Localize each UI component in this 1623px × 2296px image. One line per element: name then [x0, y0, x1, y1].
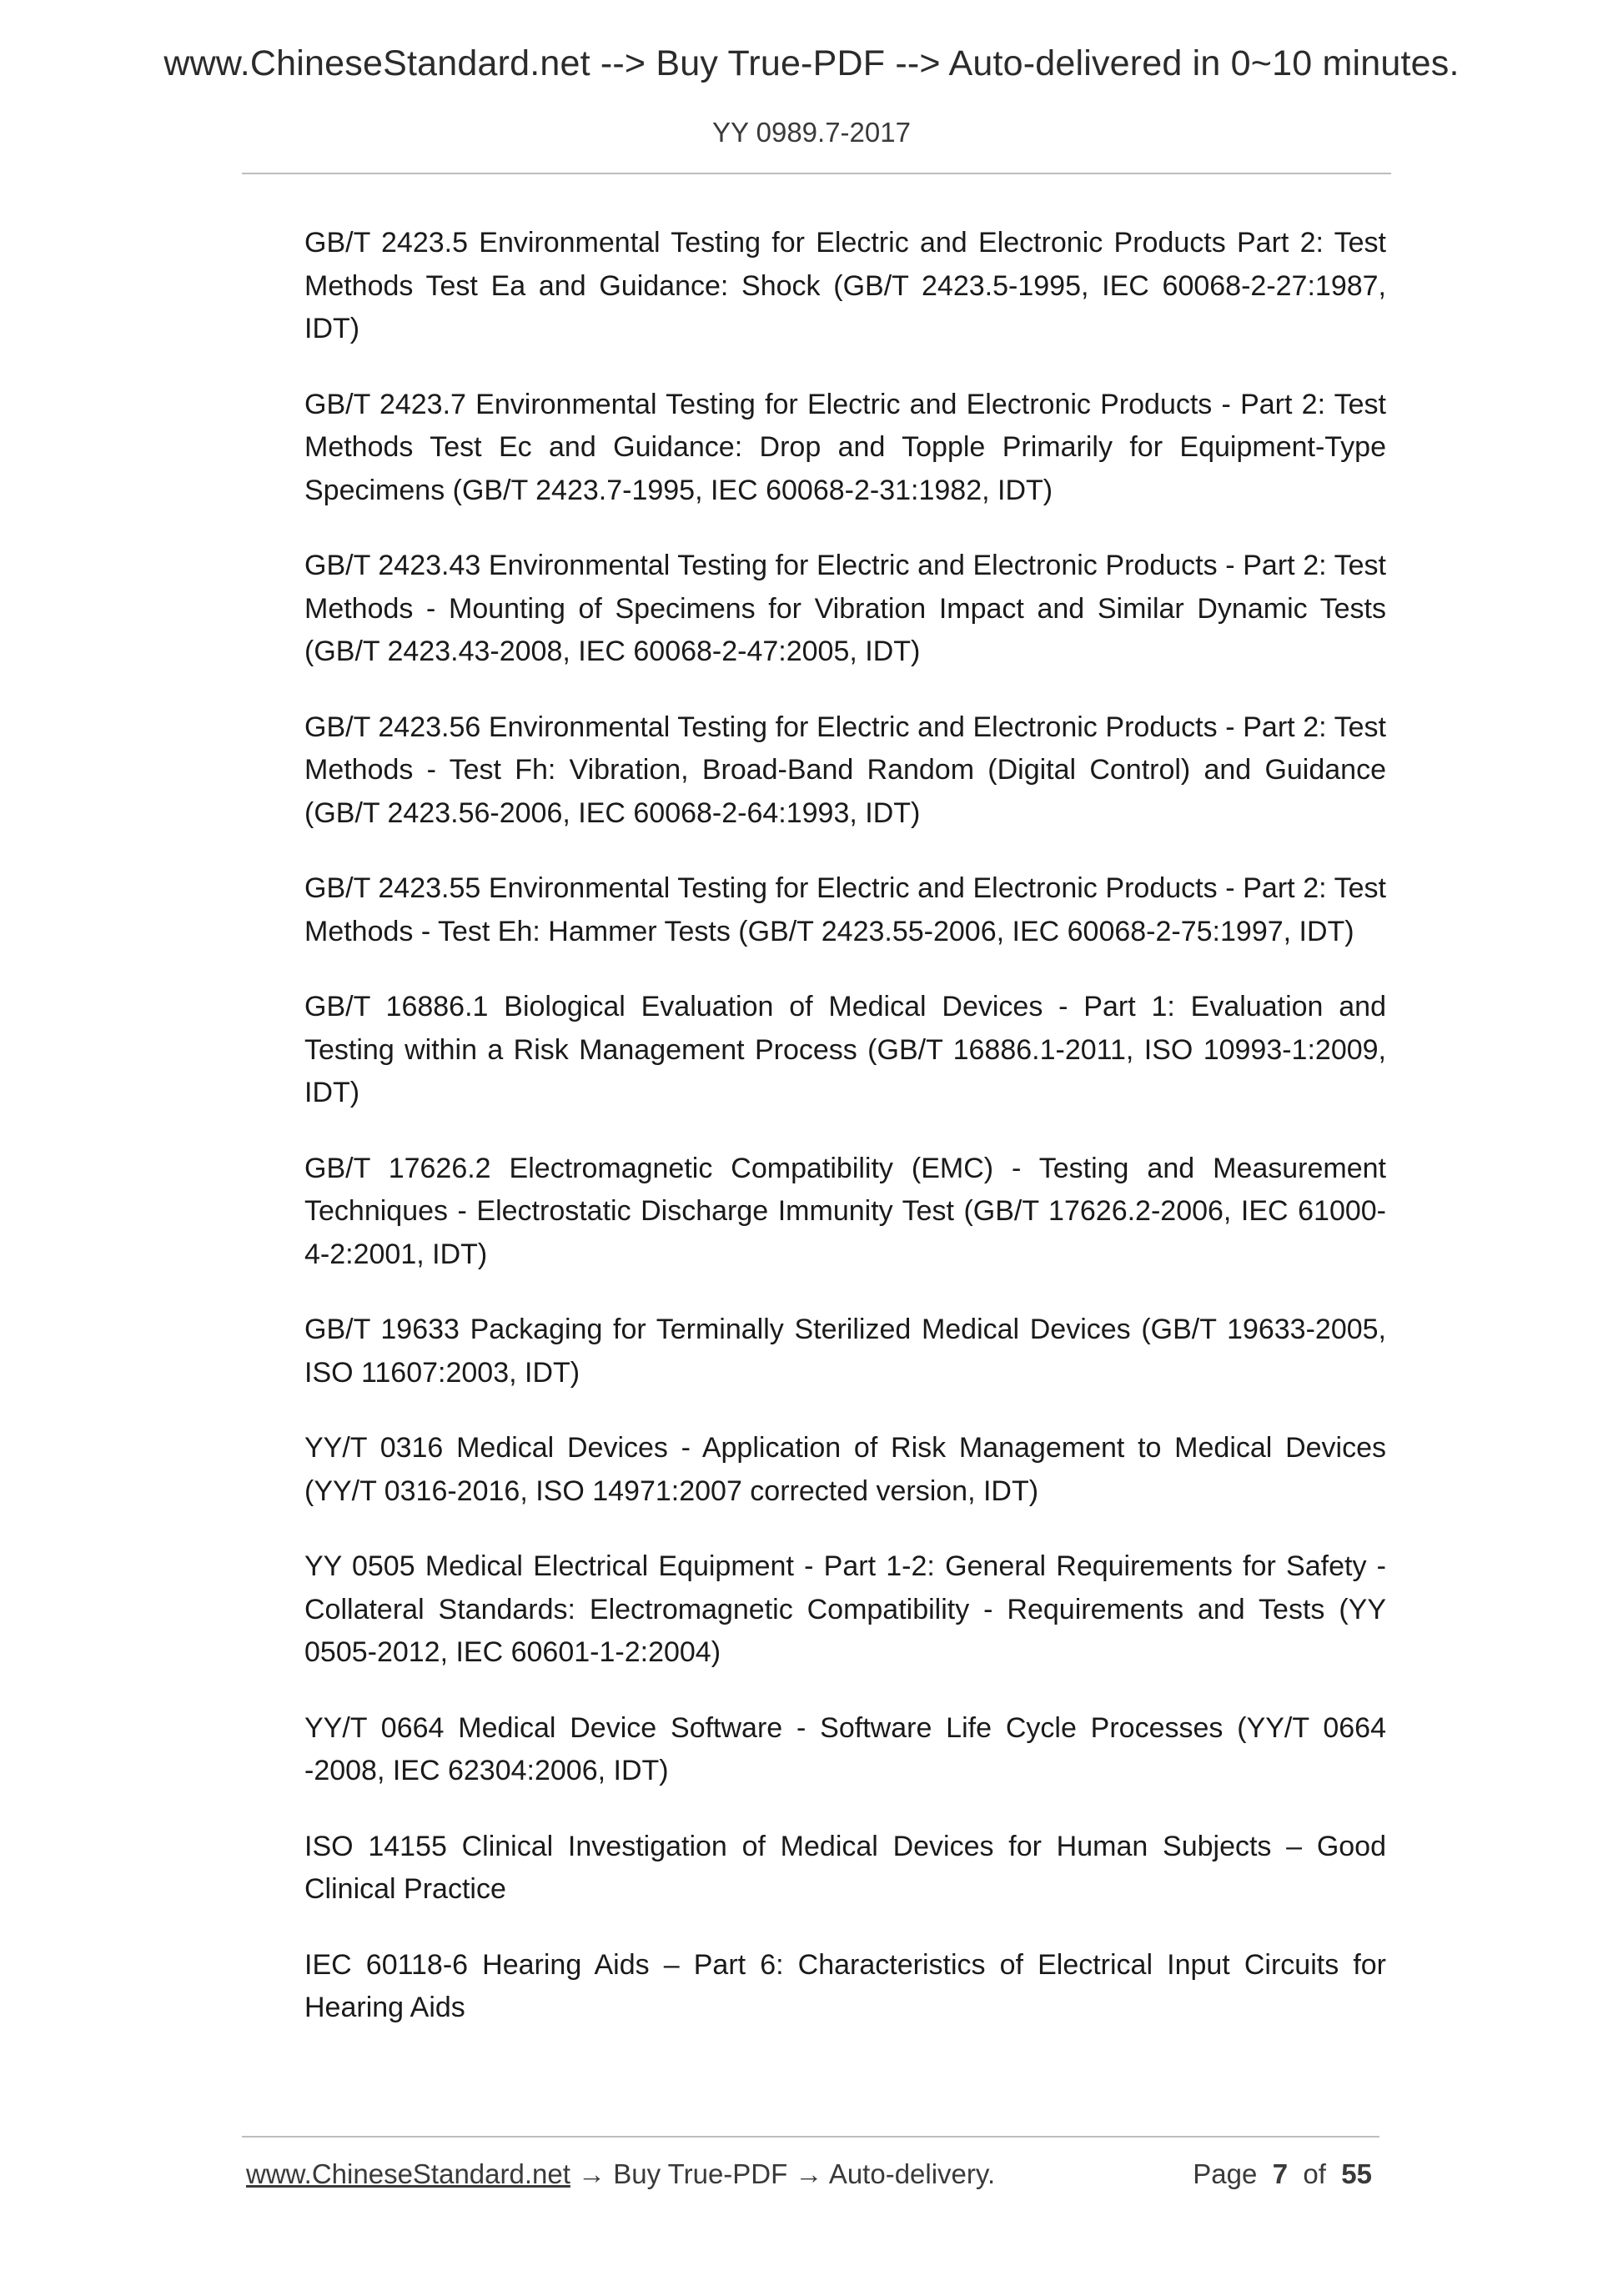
reference-item: YY/T 0316 Medical Devices - Application of Risk Management to Medical Devices (YY/T 0316-2016, ISO 14971:2007 corrected version, IDT) [304, 1432, 1386, 1507]
page-total: 55 [1341, 2158, 1372, 2189]
reference-item: IEC 60118-6 Hearing Aids – Part 6: Characteristics of Electrical Input Circuits for Hearing Aids [304, 1948, 1386, 2023]
reference-item: GB/T 19633 Packaging for Terminally Sterilized Medical Devices (GB/T 19633-2005, ISO 11607:2003, IDT) [304, 1314, 1386, 1389]
reference-item: GB/T 2423.56 Environmental Testing for Electric and Electronic Products - Part 2: Test Methods - Test Fh: Vibration, Broad-Band Random (Digital Control) and Guidance (GB/T 2423.56-2006, IEC 60068-2-64:1993, IDT) [304, 711, 1386, 829]
reference-item: GB/T 2423.43 Environmental Testing for Electric and Electronic Products - Part 2: Test Methods - Mounting of Specimens for Vibration Impact and Similar Dynamic Tests (GB/T 2423.43-2008, IEC 60068-2-47:2005, IDT) [304, 550, 1386, 667]
page-of-label: of [1303, 2158, 1326, 2189]
header-divider [242, 173, 1391, 174]
reference-item: GB/T 17626.2 Electromagnetic Compatibility (EMC) - Testing and Measurement Techniques - Electrostatic Discharge Immunity Test (GB/T 17626.2-2006, IEC 61000-4-2:2001, IDT) [304, 1152, 1386, 1270]
footer-divider [242, 2136, 1379, 2138]
reference-item: GB/T 2423.7 Environmental Testing for Electric and Electronic Products - Part 2: Test Methods Test Ec and Guidance: Drop and Topple Primarily for Equipment-Type Specimens (GB/T 2423.7-1995, IEC 60068-2-31:1982, IDT) [304, 388, 1386, 506]
top-banner: www.ChineseStandard.net --> Buy True-PDF --> Auto-delivered in 0~10 minutes. [163, 43, 1460, 83]
document-code: YY 0989.7-2017 [712, 117, 911, 148]
reference-item: YY 0505 Medical Electrical Equipment - Part 1-2: General Requirements for Safety -Collateral Standards: Electromagnetic Compatibility - Requirements and Tests (YY 0505-2012, IEC 60601-1-2:2004) [304, 1550, 1386, 1668]
reference-item: GB/T 2423.55 Environmental Testing for Electric and Electronic Products - Part 2: Test Methods - Test Eh: Hammer Tests (GB/T 2423.55-2006, IEC 60068-2-75:1997, IDT) [304, 872, 1386, 947]
page-current: 7 [1272, 2158, 1289, 2189]
footer-site-link[interactable]: www.ChineseStandard.net [246, 2158, 570, 2189]
page-label: Page [1193, 2158, 1258, 2189]
reference-item: GB/T 16886.1 Biological Evaluation of Medical Devices - Part 1: Evaluation and Testing within a Risk Management Process (GB/T 16886.1-2011, ISO 10993-1:2009, IDT) [304, 991, 1386, 1108]
reference-item: GB/T 2423.5 Environmental Testing for Electric and Electronic Products Part 2: Test Methods Test Ea and Guidance: Shock (GB/T 2423.5-1995, IEC 60068-2-27:1987, IDT) [304, 227, 1386, 344]
reference-list [304, 222, 1386, 2062]
reference-item: ISO 14155 Clinical Investigation of Medical Devices for Human Subjects – Good Clinical Practice [304, 1830, 1386, 1905]
footer-tagline: → Buy True-PDF → Auto-delivery. [570, 2158, 996, 2189]
page-indicator [1193, 2158, 1372, 2190]
footer-promo [246, 2158, 995, 2190]
reference-item: YY/T 0664 Medical Device Software - Software Life Cycle Processes (YY/T 0664 -2008, IEC 62304:2006, IDT) [304, 1711, 1386, 1786]
page-footer [246, 2158, 1380, 2197]
